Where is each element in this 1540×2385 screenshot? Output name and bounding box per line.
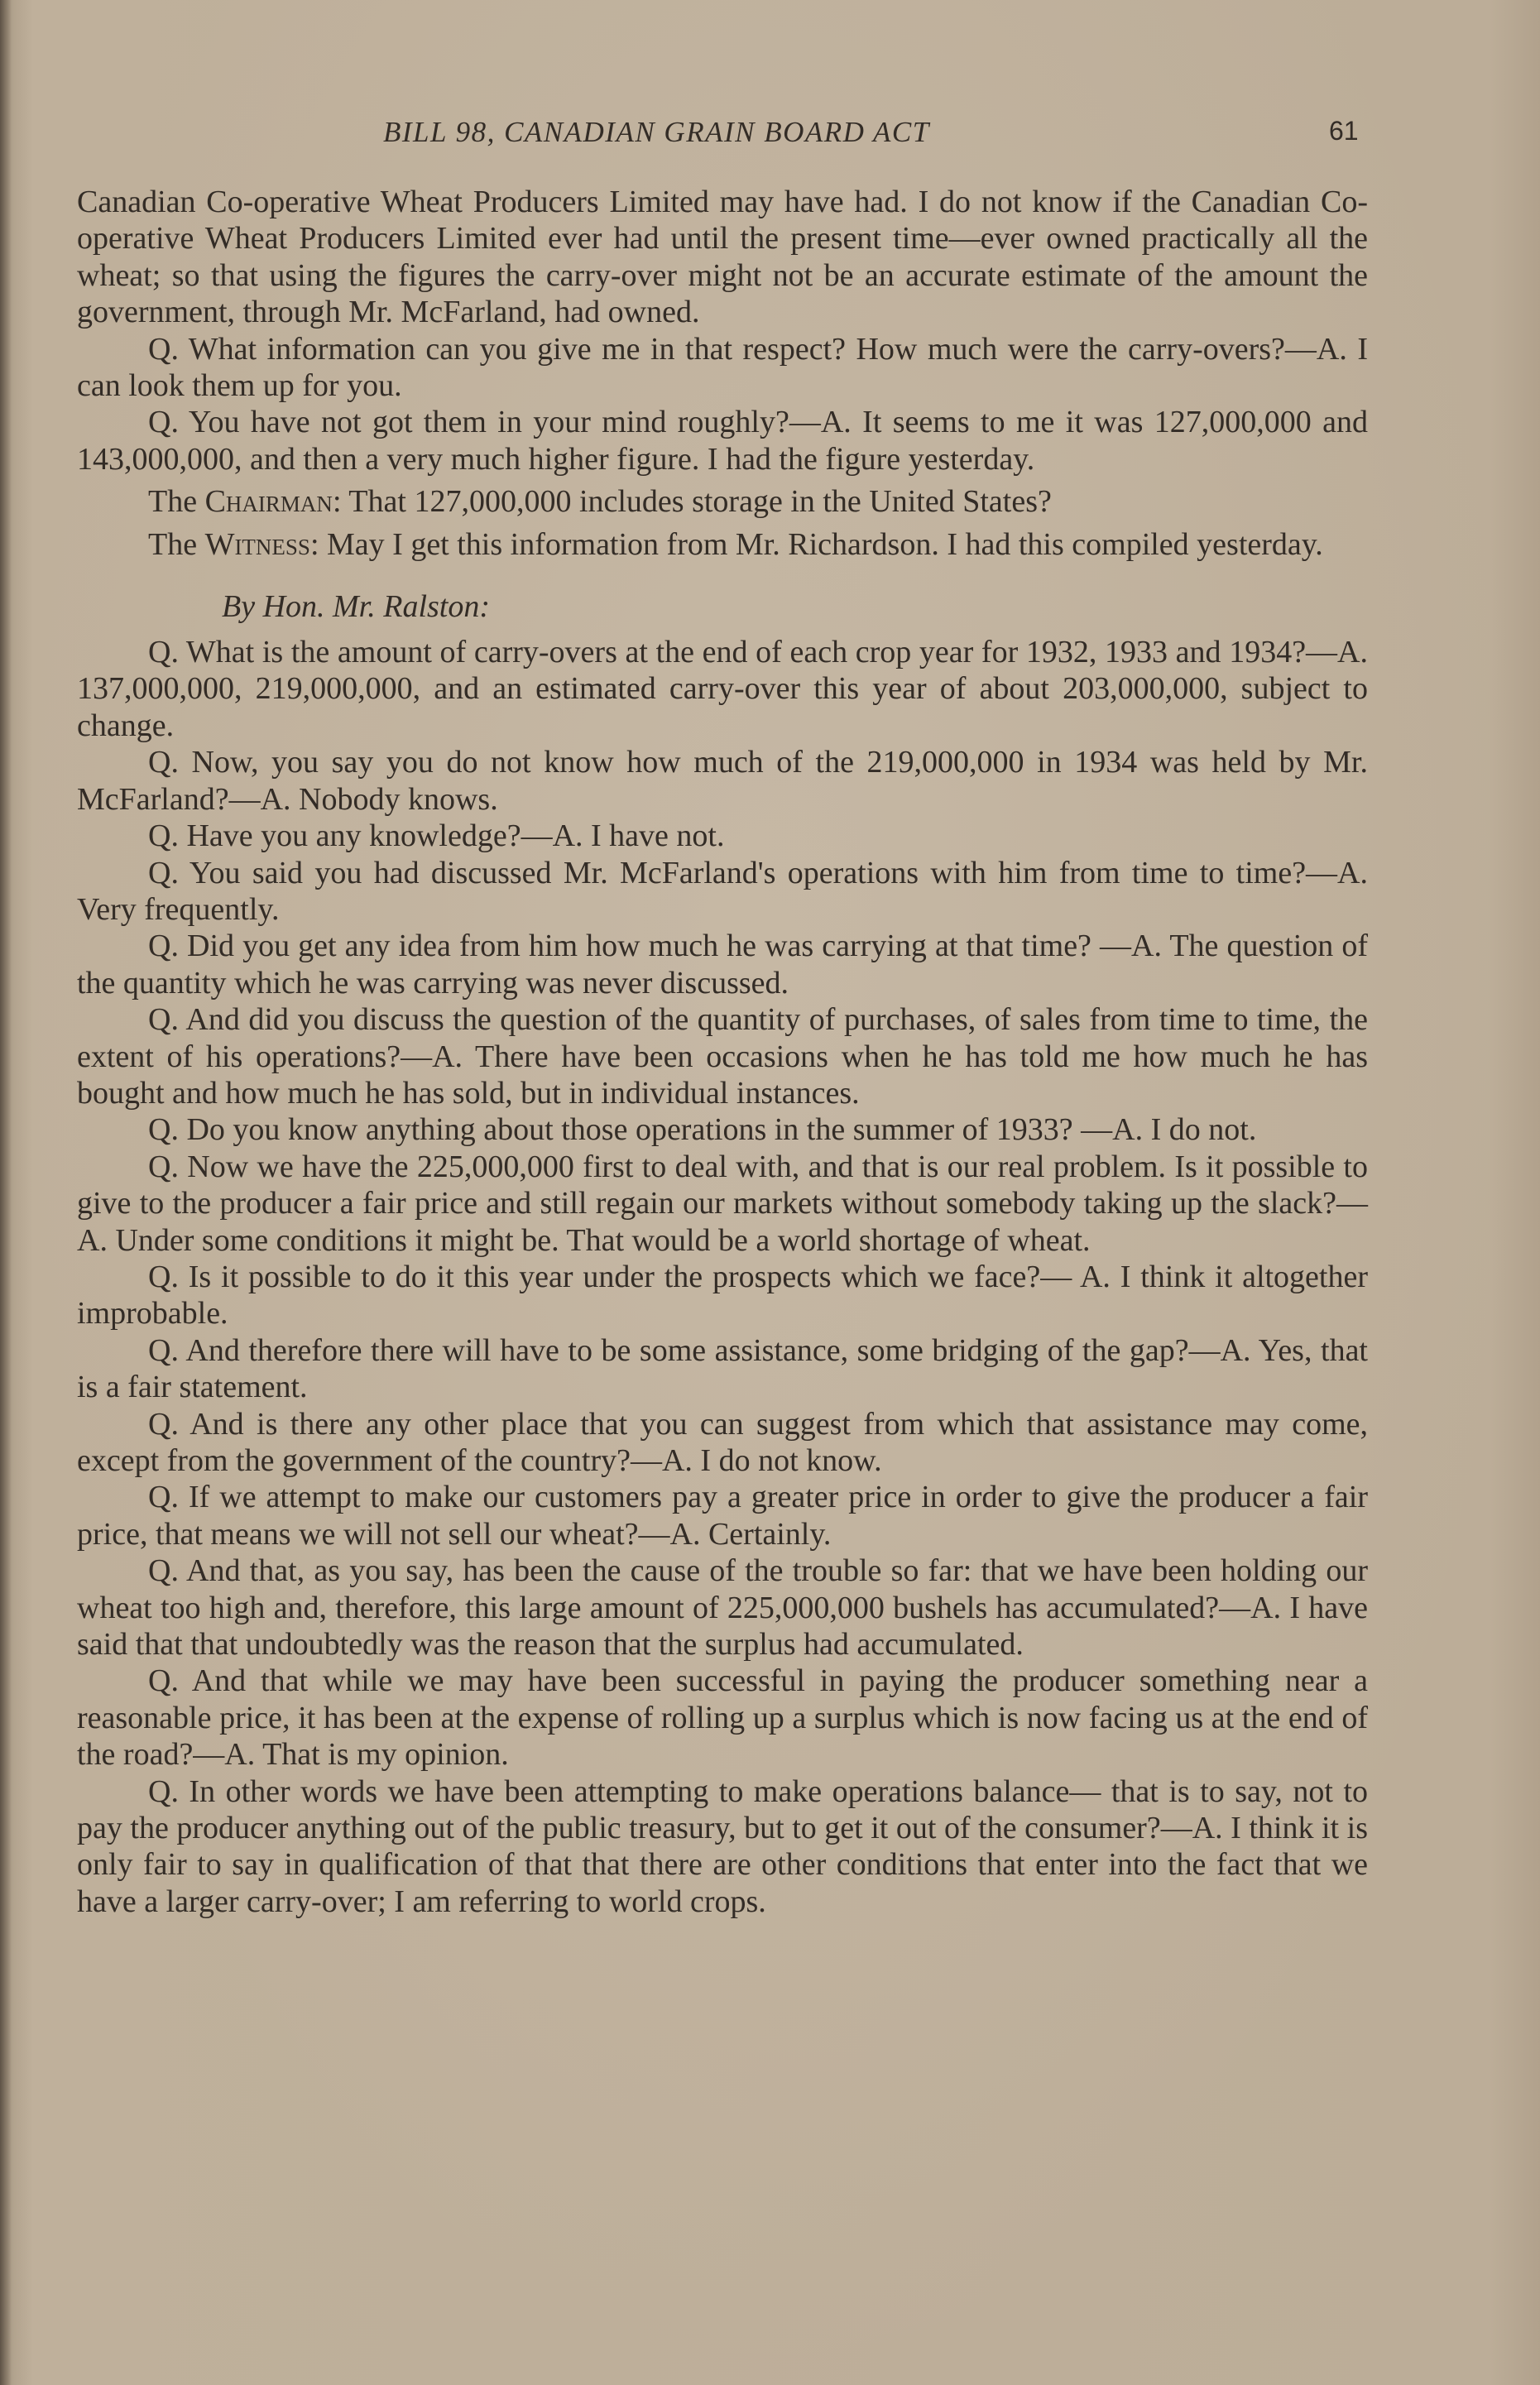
qa-paragraph: Q. What is the amount of carry-overs at the end of each crop year for 1932, 1933 and 1934?—A. 137,000,000, 219,000,000, and an estimated carry-over this year of about 203,000,000, subject to change. bbox=[77, 635, 1368, 743]
speech-text: : That 127,000,000 includes storage in the United States? bbox=[332, 484, 1052, 520]
qa-paragraph: Q. And therefore there will have to be some assistance, some bridging of the gap?—A. Yes, that is a fair statement. bbox=[77, 1332, 1368, 1405]
speech-witness bbox=[77, 526, 1368, 563]
qa-paragraph: Q. Now we have the 225,000,000 first to deal with, and that is our real problem. Is it possible to give to the producer a fair price and still regain our markets without somebody taking up the slack?—A. Under some conditions it might be. That would be a world shortage of wheat. bbox=[77, 1149, 1368, 1258]
examiner-attribution: By Hon. Mr. Ralston: bbox=[222, 589, 491, 625]
qa-paragraph: Q. And did you discuss the question of the quantity of purchases, of sales from time to time, the extent of his operations?—A. There have been occasions when he has told me how much he has bought and how much he has sold, but in individual instances. bbox=[77, 1002, 1368, 1111]
transcript-body bbox=[77, 184, 1368, 1920]
qa-paragraph: Q. Do you know anything about those operations in the summer of 1933? —A. I do not. bbox=[148, 1112, 1257, 1148]
qa-paragraph: Q. In other words we have been attempting to make operations balance— that is to say, not to pay the producer anything out of the public treasury, but to get it out of the consumer?—A. I think it is only fair to say in qualification of that that there are other conditions that enter into the fact that we have a larger carry-over; I am referring to world crops. bbox=[77, 1773, 1368, 1919]
qa-paragraph: Q. Have you any knowledge?—A. I have not. bbox=[148, 818, 725, 854]
qa-paragraph: Q. You said you had discussed Mr. McFarland's operations with him from time to time?—A. Very frequently. bbox=[77, 855, 1368, 927]
speech-chairman bbox=[77, 483, 1368, 520]
qa-paragraph: Q. And is there any other place that you can suggest from which that assistance may come, except from the government of the country?—A. I do not know. bbox=[77, 1406, 1368, 1478]
qa-paragraph: Q. If we attempt to make our customers pay a greater price in order to give the producer a fair price, that means we will not sell our wheat?—A. Certainly. bbox=[77, 1480, 1368, 1552]
page-header bbox=[0, 116, 1540, 152]
speaker-name: Witness bbox=[204, 526, 310, 562]
page-number: 61 bbox=[1329, 116, 1359, 146]
speaker-name: Chairman bbox=[204, 484, 333, 520]
qa-paragraph: Q. You have not got them in your mind roughly?—A. It seems to me it was 127,000,000 and 143,000,000, and then a very much higher figure. I had the figure yesterday. bbox=[77, 405, 1368, 477]
page-binding-edge bbox=[0, 0, 12, 2385]
qa-paragraph: Q. Now, you say you do not know how much of the 219,000,000 in 1934 was held by Mr. McFarland?—A. Nobody knows. bbox=[77, 745, 1368, 817]
qa-paragraph: Q. Is it possible to do it this year under the prospects which we face?— A. I think it altogether improbable. bbox=[77, 1259, 1368, 1332]
qa-paragraph: Q. What information can you give me in that respect? How much were the carry-overs?—A. I can look them up for you. bbox=[77, 331, 1368, 404]
running-title: BILL 98, CANADIAN GRAIN BOARD ACT bbox=[383, 116, 930, 148]
speaker-prefix: The bbox=[148, 526, 205, 562]
paragraph-continuation: Canadian Co-operative Wheat Producers Limited may have had. I do not know if the Canadian Co-operative Wheat Producers Limited ever had until the present time—ever owned practically all the wheat; so that using the figures the carry-over might not be an accurate estimate of the amount the government, through Mr. McFarland, had owned. bbox=[77, 185, 1368, 330]
qa-paragraph: Q. And that while we may have been successful in paying the producer something near a reasonable price, it has been at the expense of rolling up a surplus which is now facing us at the end of the road?—A. That is my opinion. bbox=[77, 1663, 1368, 1773]
speech-text: : May I get this information from Mr. Richardson. I had this compiled yesterday. bbox=[309, 526, 1323, 562]
speaker-prefix: The bbox=[148, 484, 205, 520]
qa-paragraph: Q. And that, as you say, has been the cause of the trouble so far: that we have been holding our wheat too high and, therefore, this large amount of 225,000,000 bushels has accumulated?—A. I have said that that undoubtedly was the reason that the surplus had accumulated. bbox=[77, 1553, 1368, 1663]
qa-paragraph: Q. Did you get any idea from him how much he was carrying at that time? —A. The question of the quantity which he was carrying was never discussed. bbox=[77, 929, 1368, 1001]
